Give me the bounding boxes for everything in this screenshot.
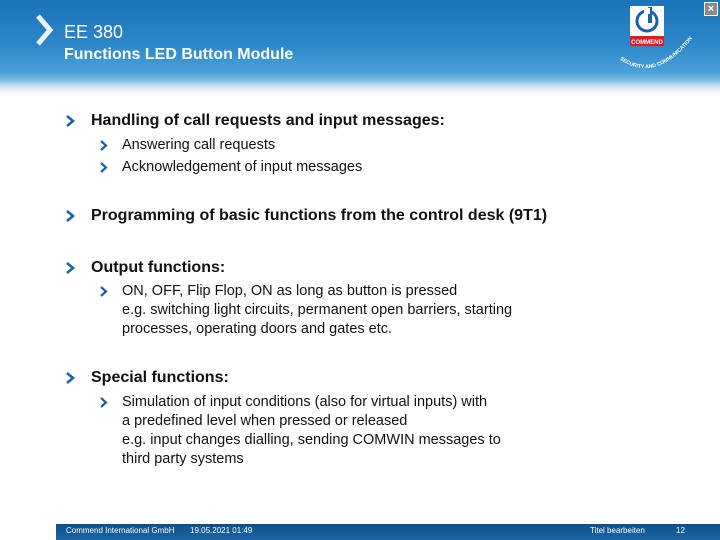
chevron-right-icon <box>65 210 75 222</box>
footer-company: Commend International GmbH <box>66 526 175 535</box>
chevron-right-icon <box>99 162 108 173</box>
chevron-right-icon <box>99 397 108 408</box>
footer <box>0 520 720 540</box>
section-heading: Special functions: <box>91 368 229 388</box>
chevron-right-icon <box>65 372 75 384</box>
list-item: Acknowledgement of input messages <box>122 158 362 177</box>
section-heading: Programming of basic functions from the control desk (9T1) <box>91 206 547 226</box>
page-title: EE 380 <box>64 22 124 42</box>
svg-text:SECURITY AND COMMUNICATION: SECURITY AND COMMUNICATION <box>618 35 694 71</box>
section-heading: Handling of call requests and input messages: <box>91 111 445 131</box>
svg-text:COMMEND: COMMEND <box>631 40 663 46</box>
list-item: Simulation of input conditions (also for virtual inputs) with a predefined level when pressed or released e.g. input changes dialling, sending COMWIN messages to third party systems <box>122 393 501 469</box>
footer-page-number: 12 <box>676 526 685 535</box>
close-icon[interactable]: × <box>704 2 718 16</box>
chevron-right-icon <box>99 140 108 151</box>
footer-datetime: 19.05.2021 01:49 <box>190 526 253 535</box>
chevron-right-icon <box>65 115 75 127</box>
footer-slide-title: Titel bearbeiten <box>590 526 645 535</box>
list-item: Answering call requests <box>122 136 275 155</box>
chevron-right-icon <box>99 286 108 297</box>
chevron-right-icon <box>65 262 75 274</box>
section-heading: Output functions: <box>91 258 225 278</box>
list-item: ON, OFF, Flip Flop, ON as long as button is pressed e.g. switching light circuits, permanent open barriers, starting processes, operating doors and gates etc. <box>122 282 512 339</box>
page-subtitle: Functions LED Button Module <box>64 46 294 63</box>
